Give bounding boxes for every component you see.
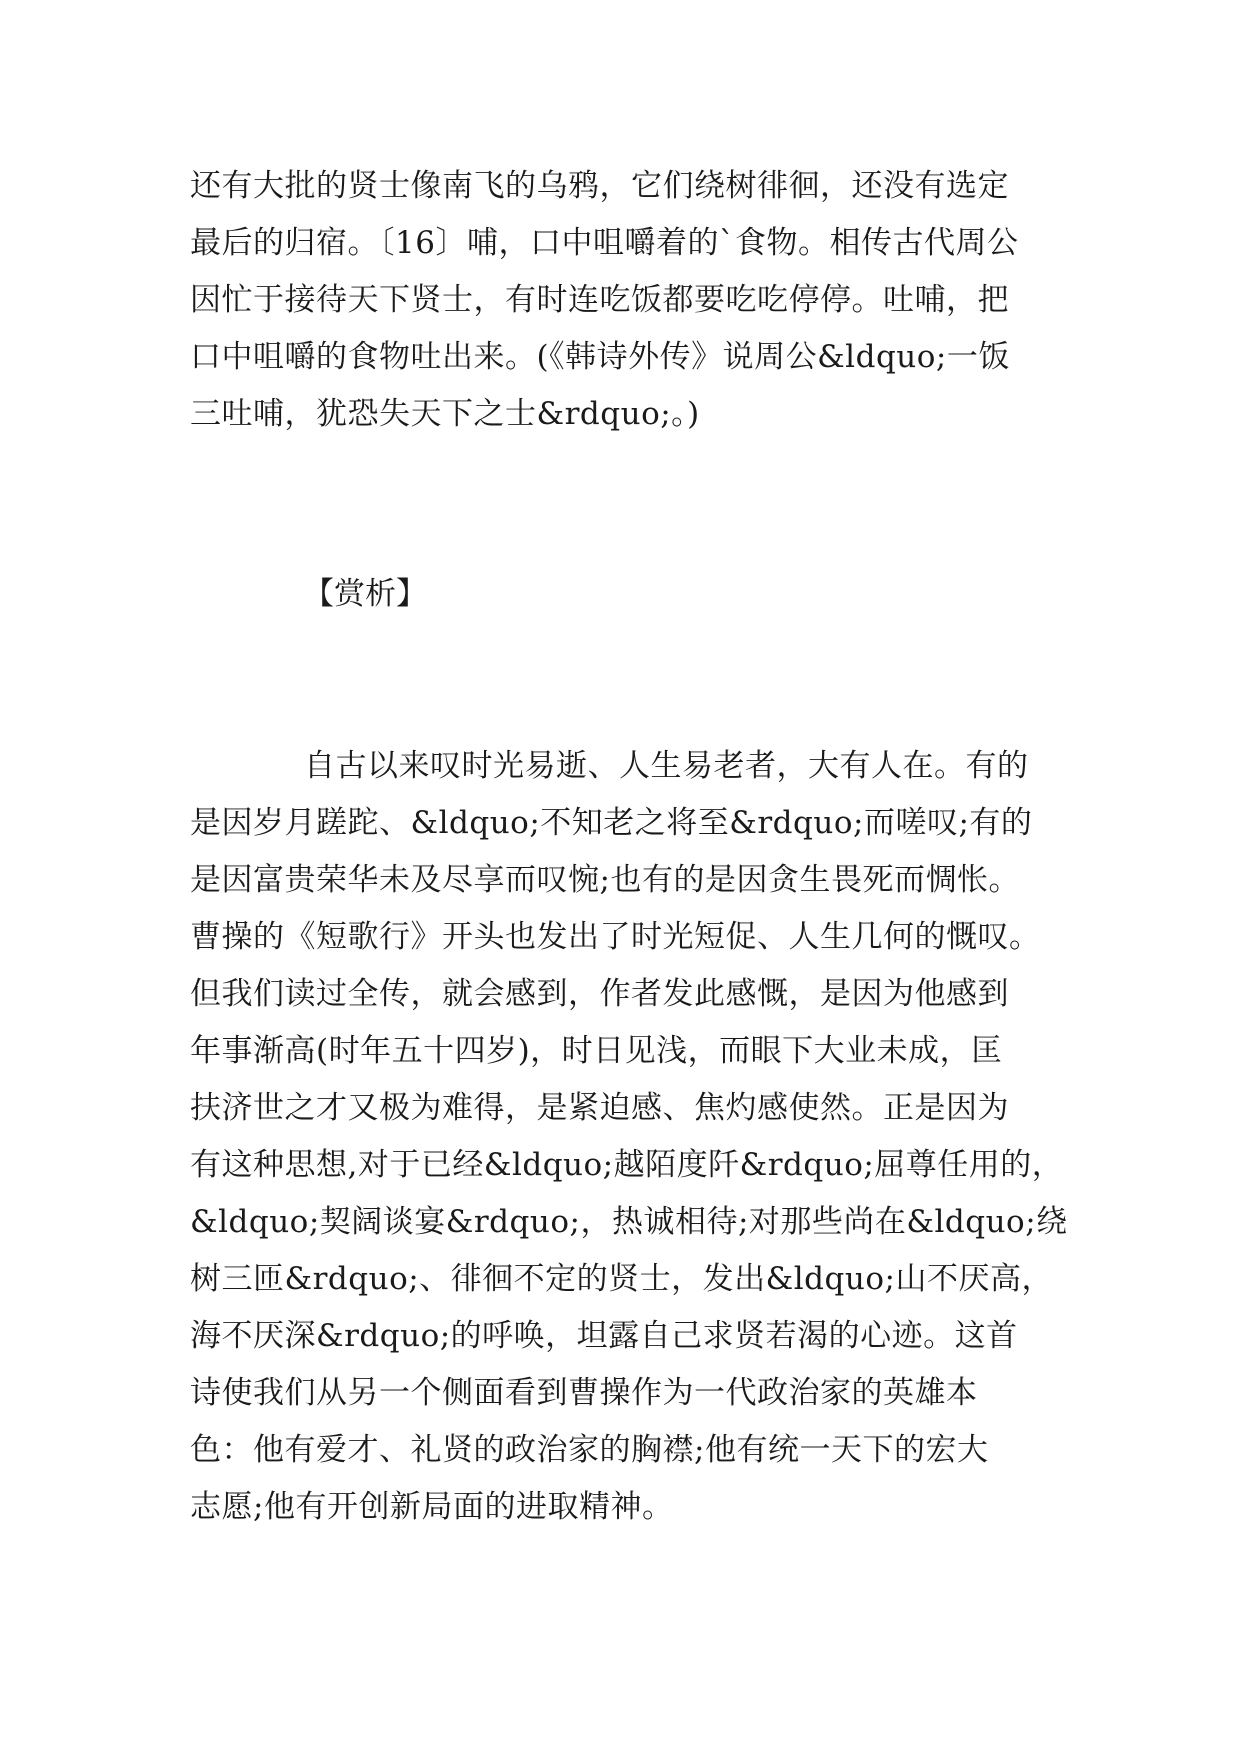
text-line: 扶济世之才又极为难得，是紧迫感、焦灼感使然。正是因为	[190, 1090, 1009, 1126]
text-line: 志愿;他有开创新局面的进取精神。	[190, 1489, 674, 1525]
text-line: 色：他有爱才、礼贤的政治家的胸襟;他有统一天下的宏大	[190, 1432, 989, 1468]
text-line: 三吐哺，犹恐失天下之士&rdquo;。)	[190, 396, 700, 432]
section-heading: 【赏析】	[303, 576, 427, 612]
text-line: 因忙于接待天下贤士，有时连吃饭都要吃吃停停。吐哺，把	[190, 282, 1009, 318]
text-line: 最后的归宿。〔16〕哺，口中咀嚼着的`食物。相传古代周公	[190, 225, 1019, 261]
text-line: 还有大批的贤士像南飞的乌鸦，它们绕树徘徊，还没有选定	[190, 168, 1009, 204]
text-line: 自古以来叹时光易逝、人生易老者，大有人在。有的	[304, 748, 1029, 784]
text-line: 是因岁月蹉跎、&ldquo;不知老之将至&rdquo;而嗟叹;有的	[190, 805, 1033, 841]
text-line: 是因富贵荣华未及尽享而叹惋;也有的是因贪生畏死而惆怅。	[190, 862, 1020, 898]
text-line: 年事渐高(时年五十四岁)，时日见浅，而眼下大业未成，匡	[190, 1033, 1003, 1069]
text-line: 诗使我们从另一个侧面看到曹操作为一代政治家的英雄本	[190, 1375, 978, 1411]
text-line: 但我们读过全传，就会感到，作者发此感慨，是因为他感到	[190, 976, 1009, 1012]
text-line: 有这种思想,对于已经&ldquo;越陌度阡&rdquo;屈尊任用的，	[190, 1147, 1064, 1183]
text-line: 口中咀嚼的食物吐出来。(《韩诗外传》说周公&ldquo;一饭	[190, 339, 1010, 375]
analysis-paragraph	[190, 738, 1068, 1536]
text-line: &ldquo;契阔谈宴&rdquo;，热诚相待;对那些尚在&ldquo;绕	[190, 1204, 1068, 1240]
text-line: 曹操的《短歌行》开头也发出了时光短促、人生几何的慨叹。	[190, 919, 1041, 955]
text-line: 树三匝&rdquo;、徘徊不定的贤士，发出&ldquo;山不厌高，	[190, 1261, 1053, 1297]
text-line: 海不厌深&rdquo;的呼唤，坦露自己求贤若渴的心迹。这首	[190, 1318, 1018, 1354]
annotation-paragraph	[190, 158, 1060, 443]
